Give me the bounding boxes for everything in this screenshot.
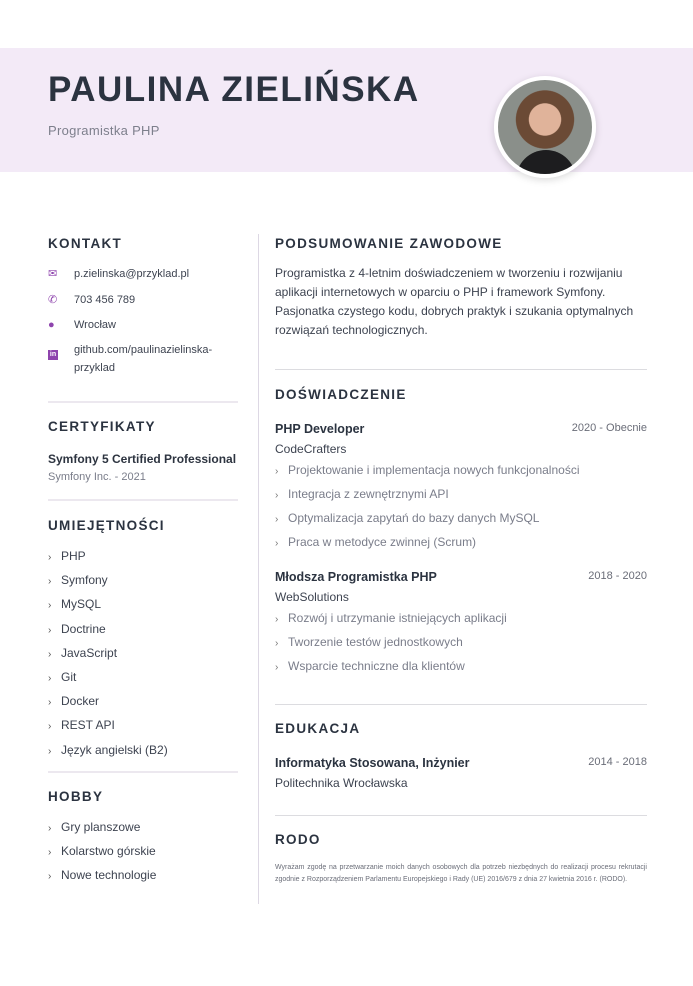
job-title: PHP Developer xyxy=(275,422,365,436)
list-item xyxy=(275,507,647,531)
skills-list xyxy=(48,545,238,763)
list-item xyxy=(48,840,238,864)
list-item-text: Język angielski (B2) xyxy=(61,742,168,757)
list-item xyxy=(48,618,238,642)
contact-heading: KONTAKT xyxy=(48,236,123,251)
cert-issuer: Symfony Inc. - 2021 xyxy=(48,471,146,483)
experience-heading: DOŚWIADCZENIE xyxy=(275,387,407,402)
chevron-right-icon: › xyxy=(48,576,52,588)
column-divider xyxy=(258,234,259,904)
list-item-text: Doctrine xyxy=(61,621,106,636)
phone-text: 703 456 789 xyxy=(74,294,136,306)
email-text: p.zielinska@przyklad.pl xyxy=(74,268,190,280)
summary-section xyxy=(275,236,647,340)
job-dates: 2020 - Obecnie xyxy=(571,422,647,434)
list-item-text: Gry planszowe xyxy=(61,820,141,834)
list-item-text: PHP xyxy=(61,549,86,563)
chevron-right-icon: › xyxy=(48,673,52,685)
school: Politechnika Wrocławska xyxy=(275,776,408,790)
job-title: Młodsza Programistka PHP xyxy=(275,570,437,584)
company: WebSolutions xyxy=(275,590,349,604)
hobby-list xyxy=(48,816,238,889)
linkedin-icon: in xyxy=(49,351,57,358)
summary-heading: PODSUMOWANIE ZAWODOWE xyxy=(275,236,503,251)
chevron-right-icon: › xyxy=(48,745,52,757)
list-item xyxy=(275,631,647,655)
summary-text: Programistka z 4-letnim doświadczeniem w tworzeniu i rozwijaniu aplikacji internetowych w oparciu o PHP i framework Symfony. Pasjonatka czystego kodu, dobrych praktyk i szukania optymalnych rozwiązań technologicznych. xyxy=(275,266,634,337)
divider xyxy=(275,815,647,816)
chevron-right-icon: › xyxy=(48,600,52,612)
skills-section xyxy=(48,518,238,763)
list-item xyxy=(48,545,238,569)
chevron-right-icon: › xyxy=(275,490,279,501)
list-item xyxy=(275,483,647,507)
list-item-text: Projektowanie i implementacja nowych funkcjonalności xyxy=(288,463,580,477)
chevron-right-icon: › xyxy=(275,466,279,477)
divider xyxy=(48,771,238,773)
chevron-right-icon: › xyxy=(48,871,52,883)
profile-text: github.com/paulinazielinska-przyklad xyxy=(74,344,213,374)
candidate-role: Programistka PHP xyxy=(48,123,160,138)
list-item-text: Praca w metodyce zwinnej (Scrum) xyxy=(288,535,477,549)
education-dates: 2014 - 2018 xyxy=(588,756,647,768)
chevron-right-icon: › xyxy=(275,662,279,673)
list-item-text: Optymalizacja zapytań do bazy danych MySQL xyxy=(288,511,540,525)
list-item-text: Rozwój i utrzymanie istniejących aplikacji xyxy=(288,611,507,625)
chevron-right-icon: › xyxy=(48,823,52,834)
job-entry xyxy=(275,570,647,679)
divider xyxy=(275,369,647,370)
list-item-text: JavaScript xyxy=(61,645,118,660)
list-item-text: Kolarstwo górskie xyxy=(61,844,156,859)
location-pin-icon: ● xyxy=(48,319,55,331)
education-section xyxy=(275,721,647,790)
list-item-text: REST API xyxy=(61,718,115,733)
chevron-right-icon: › xyxy=(48,648,52,660)
job-dates: 2018 - 2020 xyxy=(588,570,647,582)
rodo-text: Wyrażam zgodę na przetwarzanie moich danych osobowych dla potrzeb niezbędnych do realizacji procesu rekrutacji zgodnie z Rozporządzeniem Parlamentu Europejskiego i Rady (UE) 2016/679 z dnia 27 kwietnia 2016 r. (RODO). xyxy=(275,864,647,883)
list-item xyxy=(275,655,647,679)
divider xyxy=(48,499,238,501)
phone-icon: ✆ xyxy=(48,294,58,306)
education-heading: EDUKACJA xyxy=(275,721,361,736)
skills-heading: UMIEJĘTNOŚCI xyxy=(48,518,165,533)
list-item xyxy=(48,816,238,840)
list-item-text: Nowe technologie xyxy=(61,868,157,883)
list-item-text: Tworzenie testów jednostkowych xyxy=(288,635,463,649)
divider xyxy=(48,401,238,403)
list-item-text: MySQL xyxy=(61,597,102,612)
list-item-text: Integracja z zewnętrznymi API xyxy=(288,487,449,501)
job-entry xyxy=(275,422,647,555)
chevron-right-icon: › xyxy=(275,538,279,549)
contact-phone xyxy=(48,291,238,309)
list-item xyxy=(48,714,238,738)
candidate-name: PAULINA ZIELIŃSKA xyxy=(48,70,420,109)
divider xyxy=(275,704,647,705)
hobby-section xyxy=(48,789,238,889)
contact-profile xyxy=(48,341,238,377)
degree: Informatyka Stosowana, Inżynier xyxy=(275,756,470,770)
list-item xyxy=(48,593,238,617)
list-item xyxy=(48,642,238,666)
chevron-right-icon: › xyxy=(48,697,52,709)
chevron-right-icon: › xyxy=(48,552,52,563)
experience-section xyxy=(275,387,647,679)
contact-section xyxy=(48,236,238,377)
hobby-heading: HOBBY xyxy=(48,789,104,804)
rodo-heading: RODO xyxy=(275,832,321,847)
certs-section xyxy=(48,419,238,483)
chevron-right-icon: › xyxy=(275,638,279,649)
chevron-right-icon: › xyxy=(48,721,52,733)
list-item xyxy=(275,459,647,483)
contact-city xyxy=(48,316,238,334)
list-item xyxy=(275,607,647,631)
list-item-text: Wsparcie techniczne dla klientów xyxy=(288,659,465,673)
list-item-text: Symfony xyxy=(61,573,108,588)
profile-photo xyxy=(494,76,596,178)
list-item-text: Docker xyxy=(61,694,100,709)
list-item xyxy=(48,569,238,593)
list-item xyxy=(275,531,647,555)
chevron-right-icon: › xyxy=(48,624,52,636)
chevron-right-icon: › xyxy=(275,514,279,525)
company: CodeCrafters xyxy=(275,442,347,456)
list-item xyxy=(48,690,238,714)
list-item-text: Git xyxy=(61,670,77,685)
chevron-right-icon: › xyxy=(275,614,279,625)
list-item xyxy=(48,666,238,690)
city-text: Wrocław xyxy=(74,319,116,331)
chevron-right-icon: › xyxy=(48,847,52,859)
certs-heading: CERTYFIKATY xyxy=(48,419,156,434)
cert-name: Symfony 5 Certified Professional xyxy=(48,452,237,466)
contact-email xyxy=(48,265,238,283)
envelope-icon: ✉ xyxy=(48,268,58,280)
list-item xyxy=(48,739,238,763)
list-item xyxy=(48,864,238,888)
rodo-section xyxy=(275,832,647,885)
